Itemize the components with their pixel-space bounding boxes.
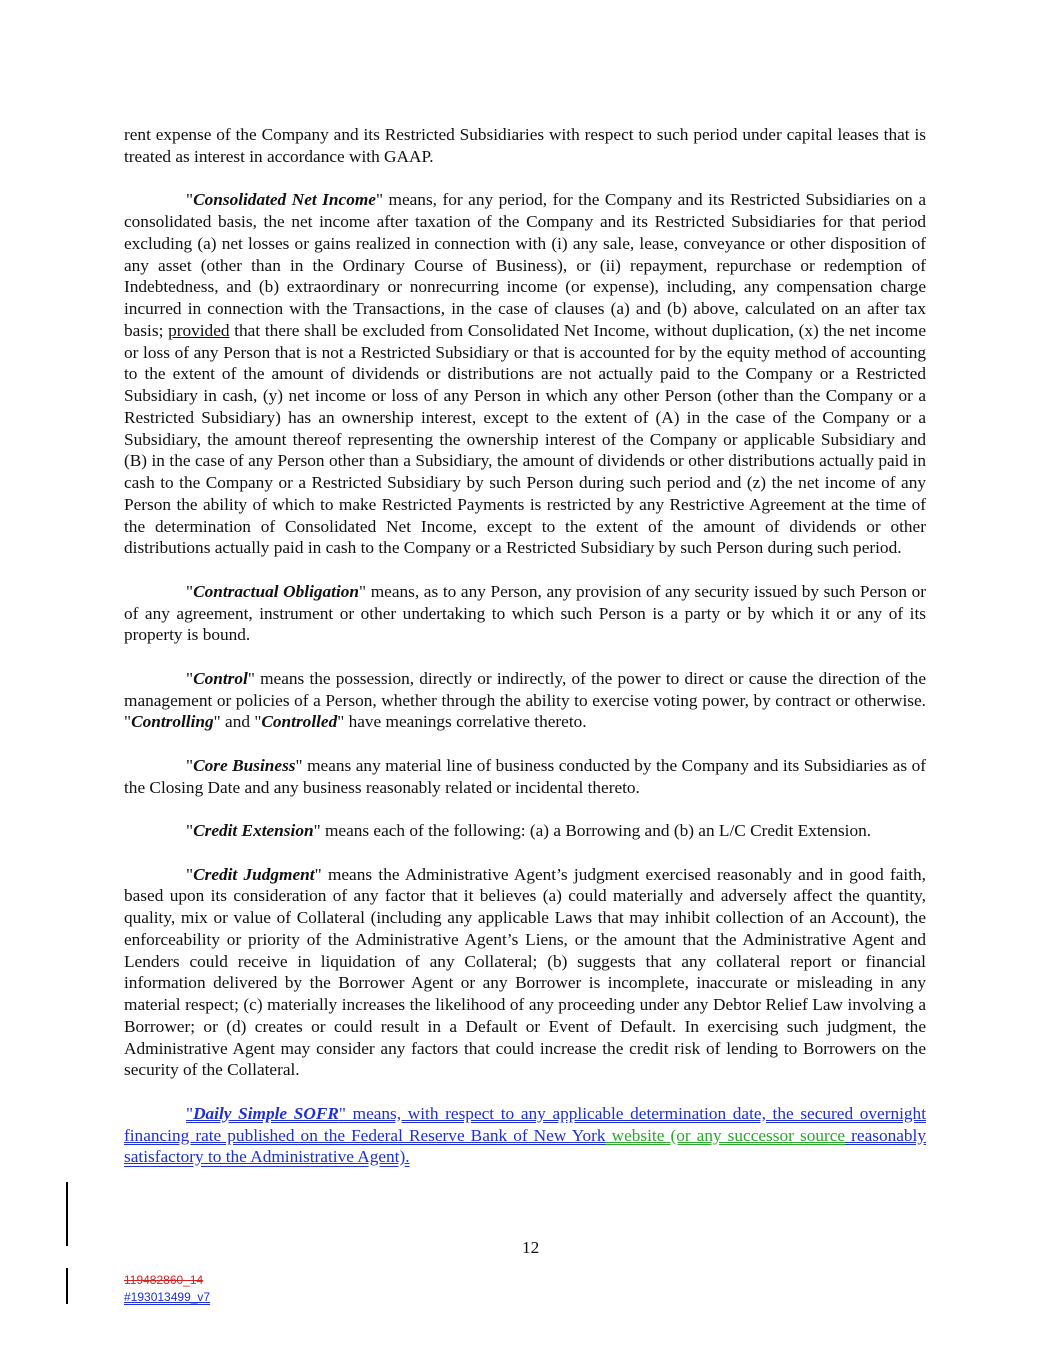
inserted-document-id: #193013499_v7	[124, 1290, 211, 1304]
inserted-quote: "	[186, 1103, 194, 1123]
defined-term: Contractual Obligation	[193, 581, 360, 601]
definition-text: " have meanings correlative thereto.	[337, 712, 587, 732]
deleted-document-id: 119482860_14	[124, 1273, 204, 1287]
moved-text: website (or any successor source	[605, 1125, 846, 1145]
definition-credit-judgment: "Credit Judgment" means the Administrative Agent’s judgment exercised reasonably and in good faith, based upon its consideration of any factor that it believes (a) could materially and adversely affect the quantity, quality, mix or value of Collateral (including any applicable Laws that may inhibit collection of an Account), the enforceability or priority of the Administrative Agent’s Liens, or the amount that the Administrative Agent and Lenders could receive in liquidation of any Collateral; (b) suggests that any collateral report or financial information delivered by the Borrower Agent or any Borrower is incomplete, inaccurate or misleading in any material respect; (c) materially increases the likelihood of any proceeding under any Debtor Relief Law involving a Borrower; or (d) creates or could result in a Default or Event of Default. In exercising such judgment, the Administrative Agent may consider any factors that could increase the credit risk of lending to Borrowers on the security of the Collateral.	[124, 864, 927, 1080]
definition-text: that there shall be excluded from Consolidated Net Income, without duplication, (x) the net income or loss of any Person that is not a Restricted Subsidiary or that is accounted for by the equity method of accounting to the extent of the amount of dividends or distributions are not actually paid to the Company or a Restricted Subsidiary in cash, (y) net income or loss of any Person in which any other Person (other than the Company or a Restricted Subsidiary) has an ownership interest, except to the extent of (A) in the case of the Company or a Subsidiary, the amount thereof representing the ownership interest of the Company or applicable Subsidiary and (B) in the case of any Person other than a Subsidiary, the amount of dividends or other distributions actually paid in cash to the Company or a Restricted Subsidiary by such Person during such period and (z) the net income of any Person the ability of which to make Restricted Payments is restricted by any Restrictive Agreement at the time of the determination of Consolidated Net Income, except to the extent of the amount of dividends or other distributions actually paid in cash to the Company or a Restricted Subsidiary by such Person during such period.	[124, 320, 926, 558]
definition-credit-extension: "Credit Extension" means each of the following: (a) a Borrowing and (b) an L/C Credit Extension.	[186, 821, 872, 840]
page-number: 12	[522, 1238, 540, 1257]
change-bar	[66, 1268, 68, 1304]
inserted-text: reasonably satisfactory to the Administrative Agent).	[124, 1125, 926, 1167]
definition-text: " means, for any period, for the Company and its Restricted Subsidiaries on a consolidated basis, the net income after taxation of the Company and its Restricted Subsidiaries for that period excluding (a) net losses or gains realized in connection with (i) any sale, lease, conveyance or other disposition of any asset (other than in the Ordinary Course of Business), or (ii) repayment, repurchase or redemption of Indebtedness, and (b) extraordinary or nonrecurring income (or expense), including, any compensation charge incurred in connection with the Transactions, in the case of clauses (a) and (b) above, calculated on an after tax basis;	[124, 190, 926, 340]
definition-control: "Control" means the possession, directly or indirectly, of the power to direct or cause the direction of the management or policies of a Person, whether through the ability to exercise voting power, by contract or otherwise. "Controlling" and "Controlled" have meanings correlative thereto.	[124, 668, 926, 732]
definition-text: " means, as to any Person, any provision of any security issued by such Person or of any agreement, instrument or other undertaking to which such Person is a party or by which it or any of its property is bound.	[124, 581, 926, 645]
defined-term: Controlled	[261, 712, 338, 732]
definition-text: " means each of the following: (a) a Borrowing and (b) an L/C Credit Extension.	[313, 821, 872, 840]
definition-contractual-obligation: "Contractual Obligation" means, as to any Person, any provision of any security issued by such Person or of any agreement, instrument or other undertaking to which such Person is a party or by which it or any of its property is bound.	[124, 581, 926, 645]
change-bar	[66, 1182, 68, 1246]
definition-text: " means the possession, directly or indirectly, of the power to direct or cause the direction of the management or policies of a Person, whether through the ability to exercise voting power, by contract or otherwise. "	[124, 668, 926, 732]
definition-text: " and "	[213, 712, 262, 732]
definition-daily-simple-sofr	[124, 1103, 926, 1168]
defined-term: Core Business	[193, 755, 296, 775]
definition-text: " means any material line of business conducted by the Company and its Subsidiaries as of the Closing Date and any business reasonably related or incidental thereto.	[124, 755, 926, 797]
defined-term: Controlling	[131, 712, 214, 732]
definition-consolidated-net-income: "Consolidated Net Income" means, for any period, for the Company and its Restricted Subsidiaries on a consolidated basis, the net income after taxation of the Company and its Restricted Subsidiaries for that period excluding (a) net losses or gains realized in connection with (i) any sale, lease, conveyance or other disposition of any asset (other than in the Ordinary Course of Business), or (ii) repayment, repurchase or redemption of Indebtedness, and (b) extraordinary or nonrecurring income (or expense), including, any compensation charge incurred in connection with the Transactions, in the case of clauses (a) and (b) above, calculated on an after tax basis; provided that there shall be excluded from Consolidated Net Income, without duplication, (x) the net income or loss of any Person that is not a Restricted Subsidiary or that is accounted for by the equity method of accounting to the extent of the amount of dividends or distributions are not actually paid to the Company or a Restricted Subsidiary in cash, (y) net income or loss of any Person in which any other Person (other than the Company or a Restricted Subsidiary) has an ownership interest, except to the extent of (A) in the case of the Company or a Subsidiary, the amount thereof representing the ownership interest of the Company or applicable Subsidiary and (B) in the case of any Person other than a Subsidiary, the amount of dividends or other distributions actually paid in cash to the Company or a Restricted Subsidiary by such Person during such period and (z) the net income of any Person the ability of which to make Restricted Payments is restricted by any Restrictive Agreement at the time of the determination of Consolidated Net Income, except to the extent of the amount of dividends or other distributions actually paid in cash to the Company or a Restricted Subsidiary by such Person during such period.	[124, 190, 926, 558]
defined-term: Credit Extension	[193, 821, 314, 840]
defined-term: Control	[193, 668, 248, 688]
paragraph-rent-expense: rent expense of the Company and its Restricted Subsidiaries with respect to such period under capital leases that is treated as interest in accordance with GAAP.	[124, 125, 926, 166]
document-id-footer	[124, 1272, 210, 1306]
provided-word: provided	[168, 320, 230, 340]
definition-text: " means the Administrative Agent’s judgment exercised reasonably and in good faith, based upon its consideration of any factor that it believes (a) could materially and adversely affect the quantity, quality, mix or value of Collateral (including any applicable Laws that may inhibit collection of an Account), the enforceability or priority of the Administrative Agent’s Liens, or the amount that the Administrative Agent and Lenders could receive in liquidation of any Collateral; (b) suggests that any collateral report or financial information delivered by the Borrower Agent or any Borrower is incomplete, inaccurate or misleading in any material respect; (c) materially increases the likelihood of any proceeding under any Debtor Relief Law involving a Borrower; or (d) creates or could result in a Default or Event of Default. In exercising such judgment, the Administrative Agent may consider any factors that could increase the credit risk of lending to Borrowers on the security of the Collateral.	[124, 864, 927, 1080]
document-body	[124, 124, 926, 1190]
defined-term: Daily Simple SOFR	[193, 1103, 339, 1123]
defined-term: Credit Judgment	[193, 864, 315, 884]
definition-core-business: "Core Business" means any material line of business conducted by the Company and its Subsidiaries as of the Closing Date and any business reasonably related or incidental thereto.	[124, 755, 926, 797]
defined-term: Consolidated Net Income	[193, 190, 376, 210]
inserted-text: " means, with respect to any applicable determination date, the secured overnight financing rate published on the Federal Reserve Bank of New York	[124, 1103, 926, 1145]
